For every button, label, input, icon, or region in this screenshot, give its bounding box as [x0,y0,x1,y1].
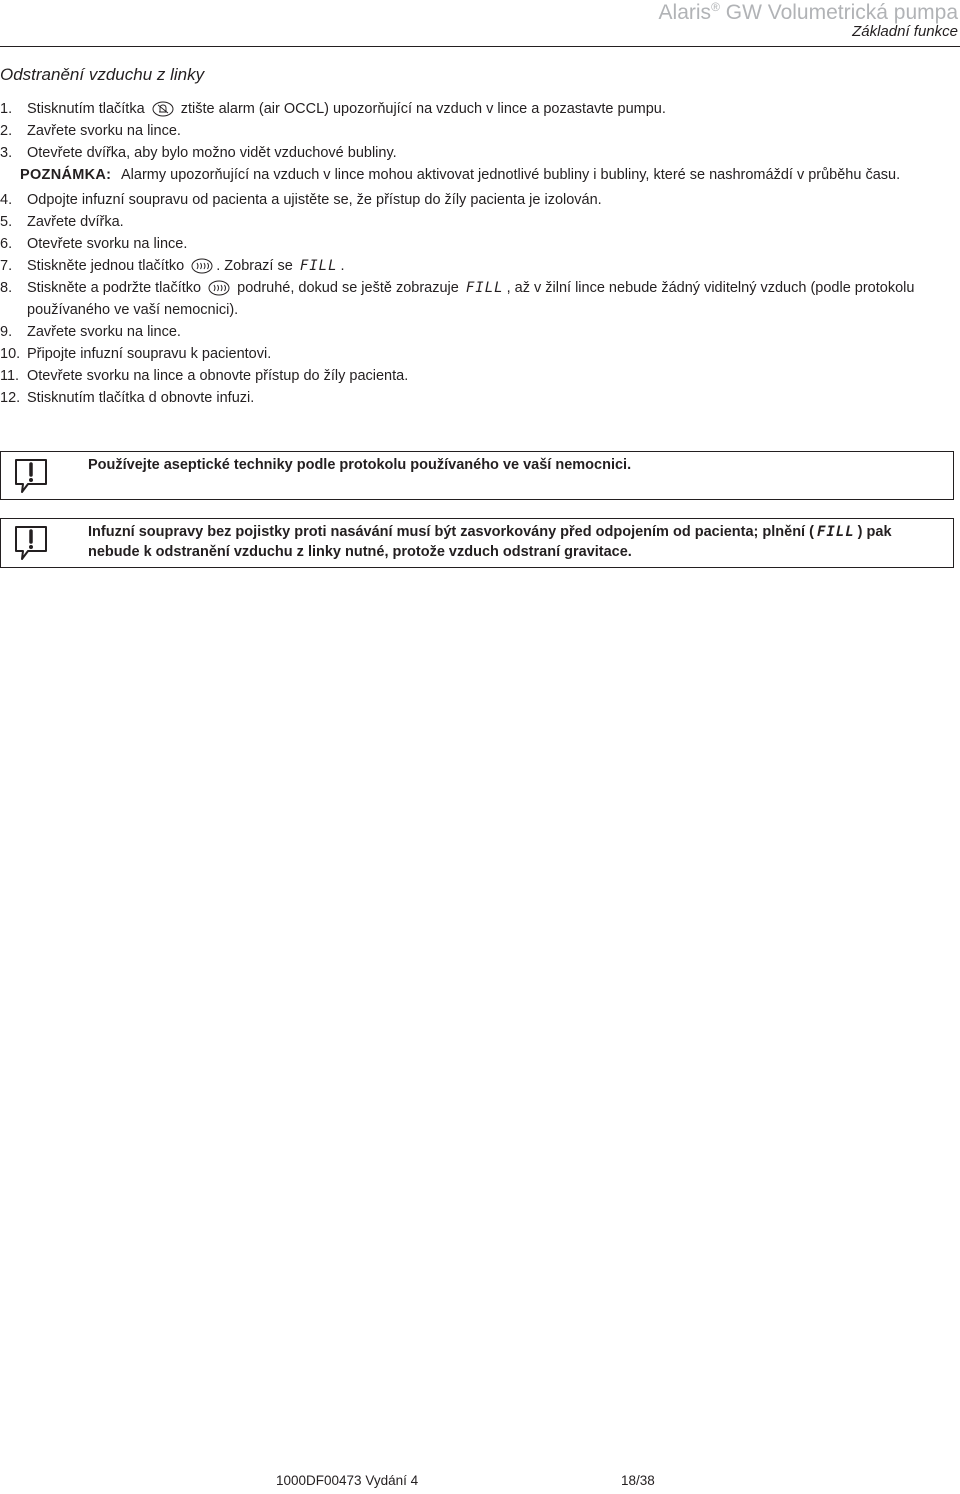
section-title: Odstranění vzduchu z linky [0,65,205,84]
procedure-steps [0,98,960,409]
warning-box [0,451,954,500]
step-text: Stiskněte a podržte tlačítko [27,280,202,296]
step-11 [0,365,960,387]
step-text: , až v žilní lince nebude žádný viditelný vzduch (podle protokolu používaného ve vaší nemocnici). [27,280,915,318]
warning-text [88,522,947,562]
step-8 [0,277,960,321]
step-9 [0,321,960,343]
step-5 [0,211,960,233]
note-text: Alarmy upozorňující na vzduch v lince mohou aktivovat jednotlivé bubliny i bubliny, které se nashromáždí v průběhu času. [121,167,901,183]
prime-drops-icon [191,258,213,274]
document-id: 1000DF00473 Vydání 4 [276,1473,419,1488]
step-number: 4. [0,192,13,208]
prime-drops-icon [208,280,230,296]
chapter-title: Základní funkce [852,23,958,40]
step-number: 2. [0,123,13,139]
step-7 [0,255,960,277]
lcd-display-text: FILL [299,258,338,274]
lcd-display-text: FILL [465,280,504,296]
caution-exclamation-icon [14,458,48,494]
document-title [659,0,958,25]
step-text: ztište alarm (air OCCL) upozorňující na vzduch v lince a pozastavte pumpu. [180,101,666,117]
step-text: Zavřete svorku na lince. [27,123,181,139]
step-3 [0,142,960,164]
step-number: 8. [0,280,13,296]
product-name-rest: GW Volumetrická pumpa [719,1,958,24]
step-12 [0,387,960,409]
step-text: Zavřete svorku na lince. [27,324,181,340]
warning-text: Používejte aseptické techniky podle protokolu používaného ve vaší nemocnici. [88,457,632,473]
step-6 [0,233,960,255]
step-text: Stisknutím tlačítka [27,101,145,117]
caution-exclamation-icon [14,525,48,561]
step-text: Odpojte infuzní soupravu od pacienta a ujistěte se, že přístup do žíly pacienta je izolován. [27,192,602,208]
registered-mark: ® [711,0,720,14]
silence-bell-icon [152,101,174,117]
step-4 [0,189,960,211]
step-text: Stiskněte jednou tlačítko [27,258,185,274]
step-number: 9. [0,324,13,340]
warning-text-part: ) pak nebude k odstranění vzduchu z linky nutné, protože vzduch odstraní gravitace. [88,524,892,560]
lcd-display-text: FILL [816,524,855,540]
step-text: podruhé, dokud se ještě zobrazuje [237,280,459,296]
step-text: Otevřete svorku na lince. [27,236,188,252]
step-text: Otevřete dvířka, aby bylo možno vidět vzduchové bubliny. [27,145,397,161]
step-number: 7. [0,258,13,274]
header-divider [0,46,960,47]
step-text: . Zobrazí se [216,258,293,274]
step-2 [0,120,960,142]
warning-box [0,518,954,568]
step-number: 12. [0,390,21,406]
step-text: Stisknutím tlačítka d obnovte infuzi. [27,390,255,406]
step-text: Otevřete svorku na lince a obnovte přístup do žíly pacienta. [27,368,409,384]
step-10 [0,343,960,365]
step-text: Zavřete dvířka. [27,214,124,230]
note-label: POZNÁMKA: [20,167,112,183]
page-number: 18/38 [621,1473,655,1488]
step-text: . [340,258,345,274]
product-name: Alaris [658,1,712,24]
step-number: 1. [0,101,13,117]
step-number: 5. [0,214,13,230]
step-number: 11. [0,368,20,384]
step-1 [0,98,960,120]
note [0,164,960,186]
step-text: Připojte infuzní soupravu k pacientovi. [27,346,272,362]
step-number: 6. [0,236,13,252]
warning-text-part: Infuzní soupravy bez pojistky proti nasávání musí být zasvorkovány před odpojením od pacienta; plnění ( [88,524,814,540]
step-number: 3. [0,145,13,161]
step-number: 10. [0,346,21,362]
